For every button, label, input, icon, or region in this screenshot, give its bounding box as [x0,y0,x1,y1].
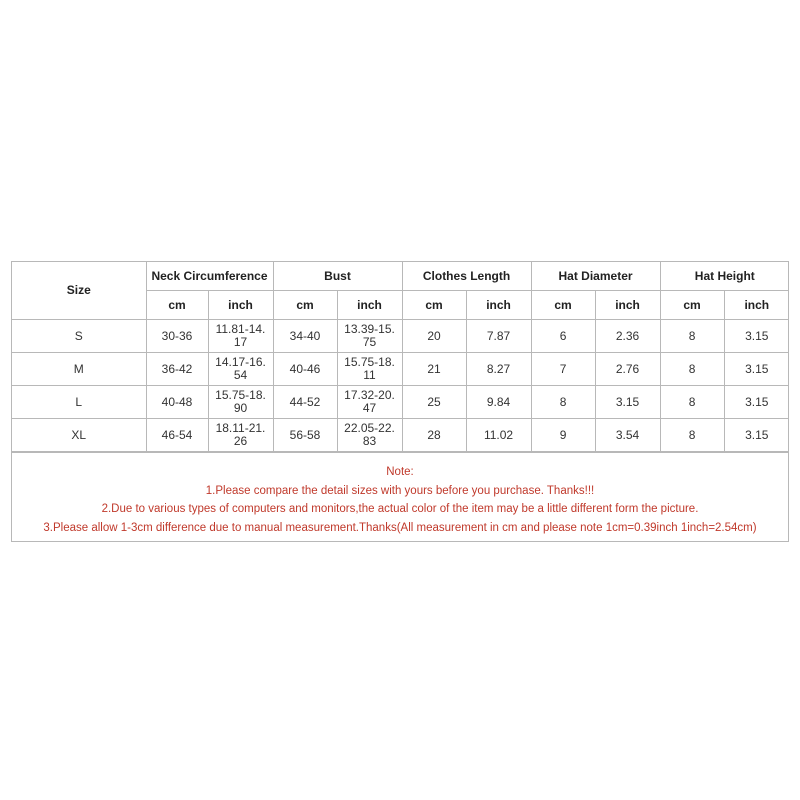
table-cell: 8 [660,320,724,353]
unit-header: cm [660,291,724,320]
group-header-row [12,262,789,291]
table-cell: 36-42 [146,353,208,386]
table-cell: 15.75-18.11 [337,353,402,386]
unit-header: inch [595,291,660,320]
table-cell: 8 [531,386,595,419]
table-cell: 7.87 [466,320,531,353]
table-cell: 25 [402,386,466,419]
table-cell: 3.15 [724,320,789,353]
size-chart [11,261,789,542]
unit-header: cm [531,291,595,320]
notes-title: Note: [386,466,414,478]
table-cell: 34-40 [273,320,337,353]
table-cell: 3.15 [595,386,660,419]
group-header-neck: Neck Circumference [146,262,273,291]
table-row [12,353,789,386]
table-cell: 30-36 [146,320,208,353]
table-cell: 8.27 [466,353,531,386]
table-cell: 14.17-16.54 [208,353,273,386]
size-cell: S [12,320,146,353]
table-cell: 3.54 [595,419,660,452]
table-cell: 8 [660,386,724,419]
table-cell: 11.81-14.17 [208,320,273,353]
size-cell: L [12,386,146,419]
table-cell: 2.36 [595,320,660,353]
note-line: 3.Please allow 1-3cm difference due to manual measurement.Thanks(All measurement in cm and please note 1cm=0.39inch 1inch=2.54cm) [43,521,757,534]
size-table [12,262,789,452]
note-line: 1.Please compare the detail sizes with yours before you purchase. Thanks!!! [205,484,595,497]
unit-header: cm [146,291,208,320]
table-cell: 3.15 [724,386,789,419]
table-cell: 11.02 [466,419,531,452]
size-cell: XL [12,419,146,452]
table-row [12,320,789,353]
table-cell: 28 [402,419,466,452]
table-cell: 8 [660,419,724,452]
table-cell: 7 [531,353,595,386]
table-cell: 22.05-22.83 [337,419,402,452]
table-cell: 9.84 [466,386,531,419]
group-header-clothes-length: Clothes Length [402,262,531,291]
size-header: Size [12,262,146,320]
unit-header: inch [466,291,531,320]
table-cell: 20 [402,320,466,353]
unit-header: cm [273,291,337,320]
notes-section [12,452,788,541]
table-cell: 15.75-18.90 [208,386,273,419]
group-header-hat-diameter: Hat Diameter [531,262,660,291]
table-cell: 44-52 [273,386,337,419]
unit-header: cm [402,291,466,320]
table-cell: 56-58 [273,419,337,452]
table-cell: 21 [402,353,466,386]
group-header-hat-height: Hat Height [660,262,789,291]
table-cell: 3.15 [724,419,789,452]
table-cell: 40-46 [273,353,337,386]
table-row [12,386,789,419]
group-header-bust: Bust [273,262,402,291]
note-line: 2.Due to various types of computers and monitors,the actual color of the item may be a little different form the picture. [101,503,699,515]
unit-header: inch [208,291,273,320]
unit-header: inch [724,291,789,320]
table-cell: 17.32-20.47 [337,386,402,419]
table-cell: 18.11-21.26 [208,419,273,452]
table-cell: 3.15 [724,353,789,386]
table-cell: 9 [531,419,595,452]
table-cell: 8 [660,353,724,386]
table-cell: 2.76 [595,353,660,386]
table-cell: 13.39-15.75 [337,320,402,353]
table-cell: 40-48 [146,386,208,419]
unit-header: inch [337,291,402,320]
table-row [12,419,789,452]
size-cell: M [12,353,146,386]
table-cell: 46-54 [146,419,208,452]
table-cell: 6 [531,320,595,353]
